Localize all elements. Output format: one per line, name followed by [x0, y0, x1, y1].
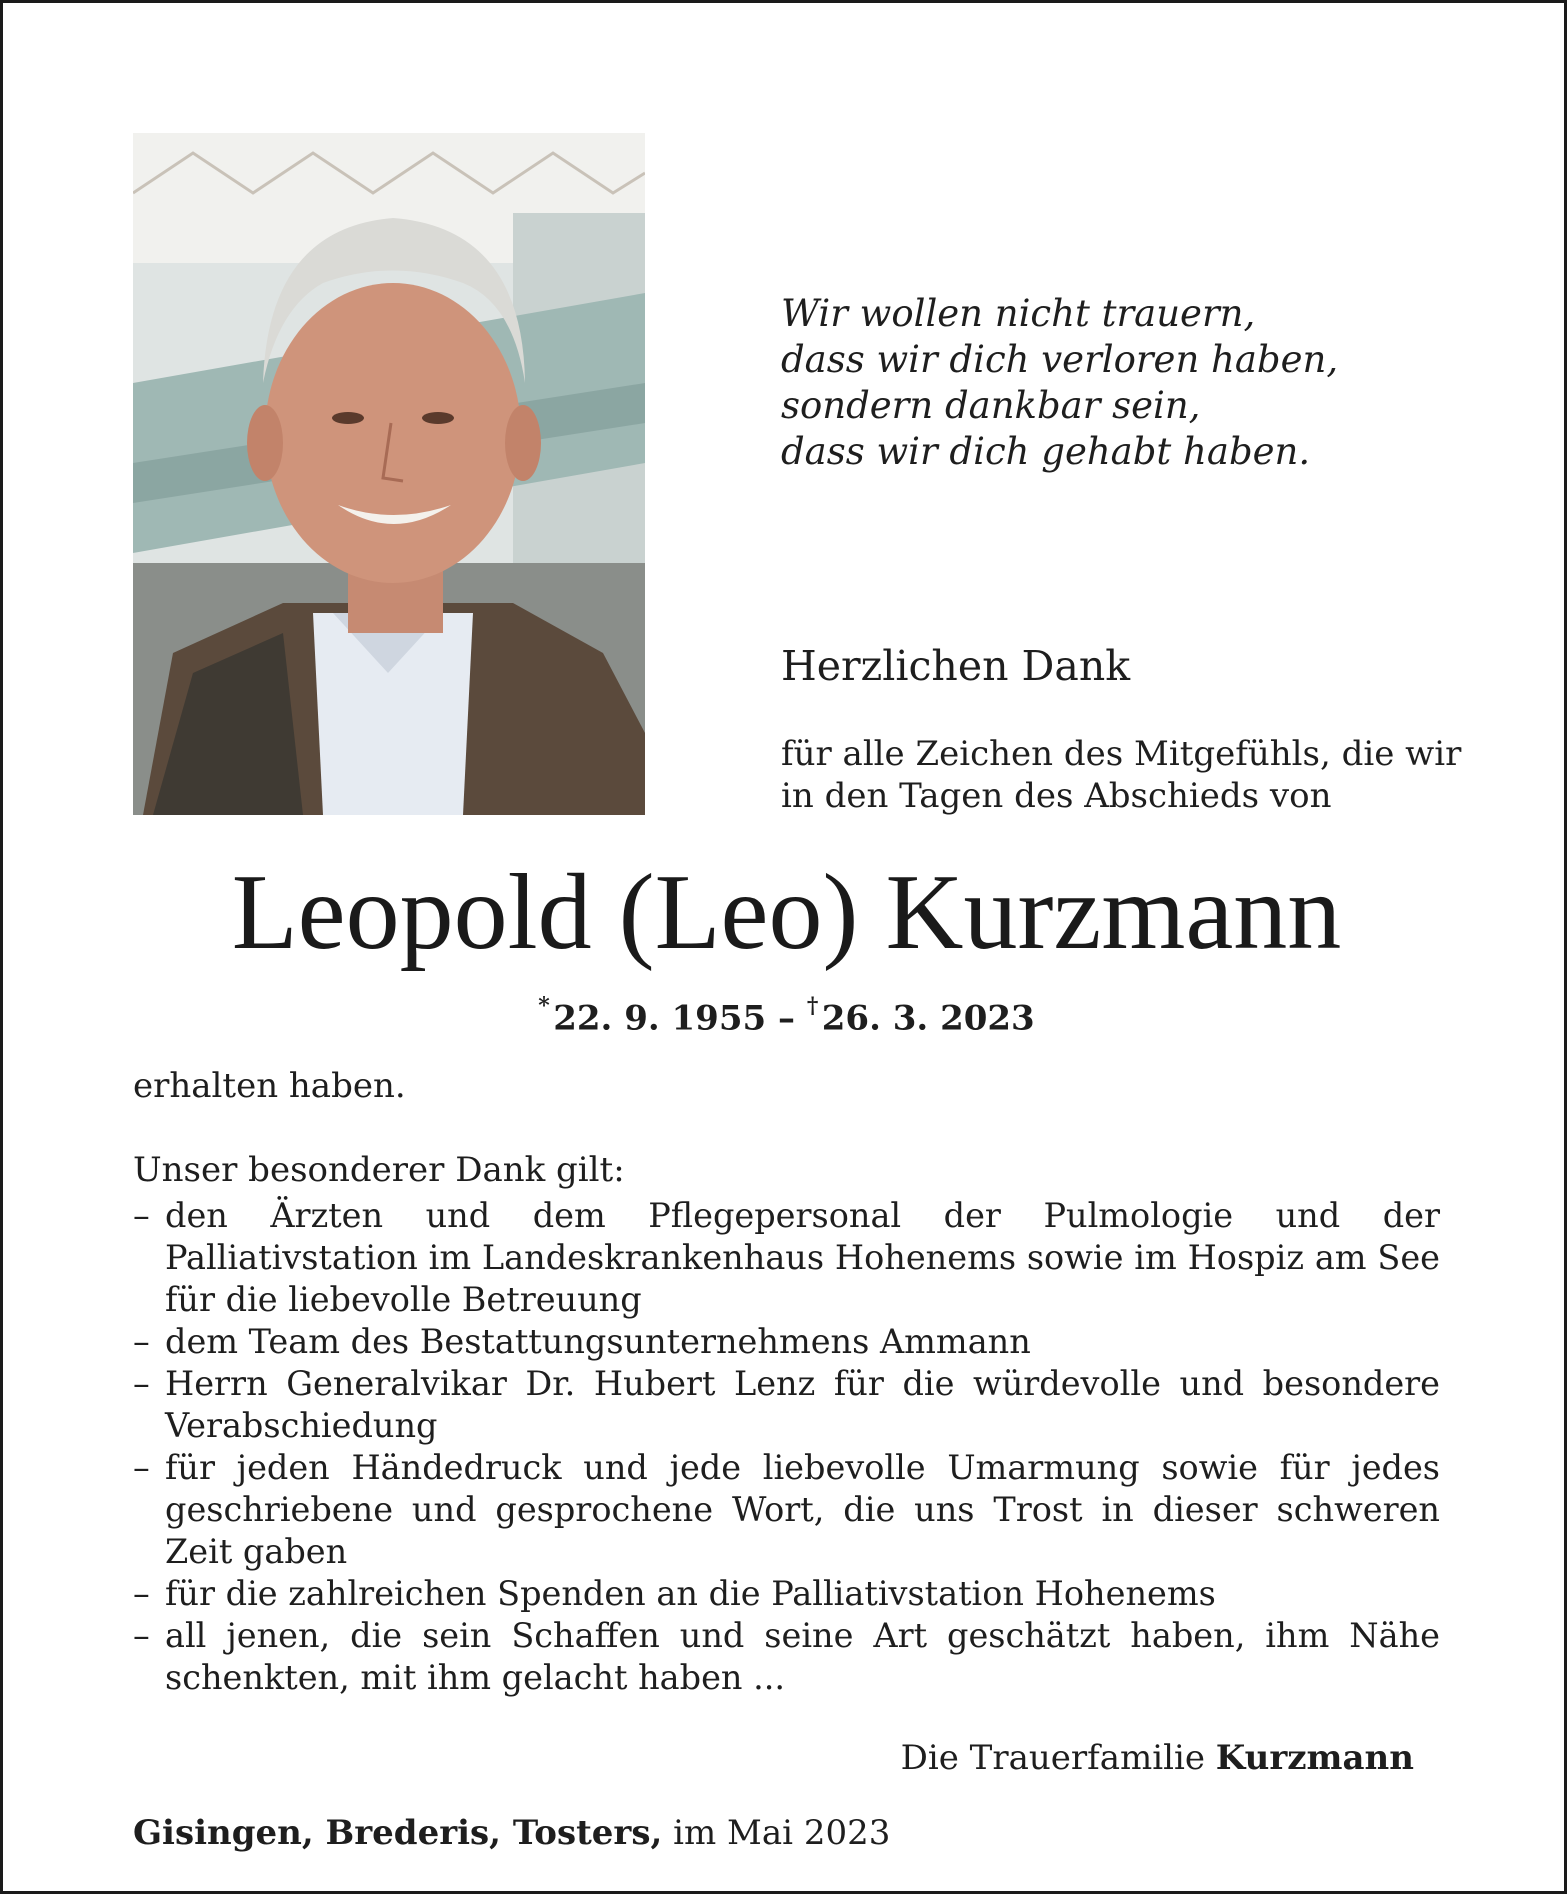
death-date: 26. 3. 2023 — [821, 998, 1035, 1039]
list-item — [133, 1321, 1440, 1363]
list-dash: – — [133, 1322, 150, 1361]
list-item-text: für die zahlreichen Spenden an die Palliativstation Hohenems — [165, 1574, 1216, 1613]
list-dash: – — [133, 1616, 150, 1655]
poem-line: dass wir dich verloren haben, — [781, 338, 1339, 381]
list-dash: – — [133, 1364, 150, 1403]
list-item — [133, 1195, 1440, 1321]
death-symbol: † — [806, 993, 819, 1019]
list-item — [133, 1573, 1440, 1615]
poem-line: dass wir dich gehabt haben. — [781, 430, 1311, 473]
birth-date: 22. 9. 1955 — [553, 998, 767, 1039]
list-item-text: den Ärzten und dem Pflegepersonal der Pulmologie und der Palliativstation im Landeskrankenhaus Hohenems sowie im Hospiz am See für die liebevolle Betreuung — [165, 1196, 1440, 1319]
list-dash: – — [133, 1574, 150, 1613]
received-text: erhalten haben. — [133, 1066, 406, 1106]
places: Gisingen, Brederis, Tosters, — [133, 1813, 663, 1853]
special-thanks-list — [133, 1195, 1440, 1699]
portrait-photo — [133, 133, 645, 815]
date-text: im Mai 2023 — [673, 1813, 891, 1853]
list-item — [133, 1363, 1440, 1447]
list-dash: – — [133, 1196, 150, 1235]
family-signature — [901, 1736, 1414, 1780]
life-dates — [3, 988, 1567, 1040]
thanks-intro-line: für alle Zeichen des Mitgefühls, die wir — [781, 734, 1462, 774]
birth-symbol: * — [538, 993, 550, 1019]
list-item — [133, 1447, 1440, 1573]
list-item-text: für jeden Händedruck und jede liebevolle Umarmung sowie für jedes geschriebene und gesprochene Wort, die uns Trost in dieser schweren Zeit gaben — [165, 1448, 1440, 1571]
family-name: Kurzmann — [1215, 1738, 1414, 1778]
list-dash: – — [133, 1448, 150, 1487]
poem-line: sondern dankbar sein, — [781, 384, 1201, 427]
place-and-date — [133, 1811, 890, 1855]
deceased-name: Leopold (Leo) Kurzmann — [231, 853, 1342, 972]
signature-prefix: Die Trauerfamilie — [900, 1738, 1205, 1778]
list-item-text: Herrn Generalvikar Dr. Hubert Lenz für die würdevolle und besondere Verabschiedung — [165, 1364, 1440, 1445]
poem-line: Wir wollen nicht trauern, — [781, 292, 1256, 335]
special-thanks-heading: Unser besonderer Dank gilt: — [133, 1150, 625, 1190]
memorial-poem — [781, 291, 1481, 475]
list-item-text: dem Team des Bestattungsunternehmens Ammann — [165, 1322, 1031, 1361]
thanks-heading: Herzlichen Dank — [781, 642, 1131, 690]
thanks-intro-line: in den Tagen des Abschieds von — [781, 776, 1332, 816]
thanks-intro — [781, 733, 1461, 817]
list-item-text: all jenen, die sein Schaffen und seine Art geschätzt haben, ihm Nähe schenkten, mit ihm gelacht haben ... — [165, 1616, 1440, 1697]
date-separator: – — [778, 998, 795, 1039]
list-item — [133, 1615, 1440, 1699]
